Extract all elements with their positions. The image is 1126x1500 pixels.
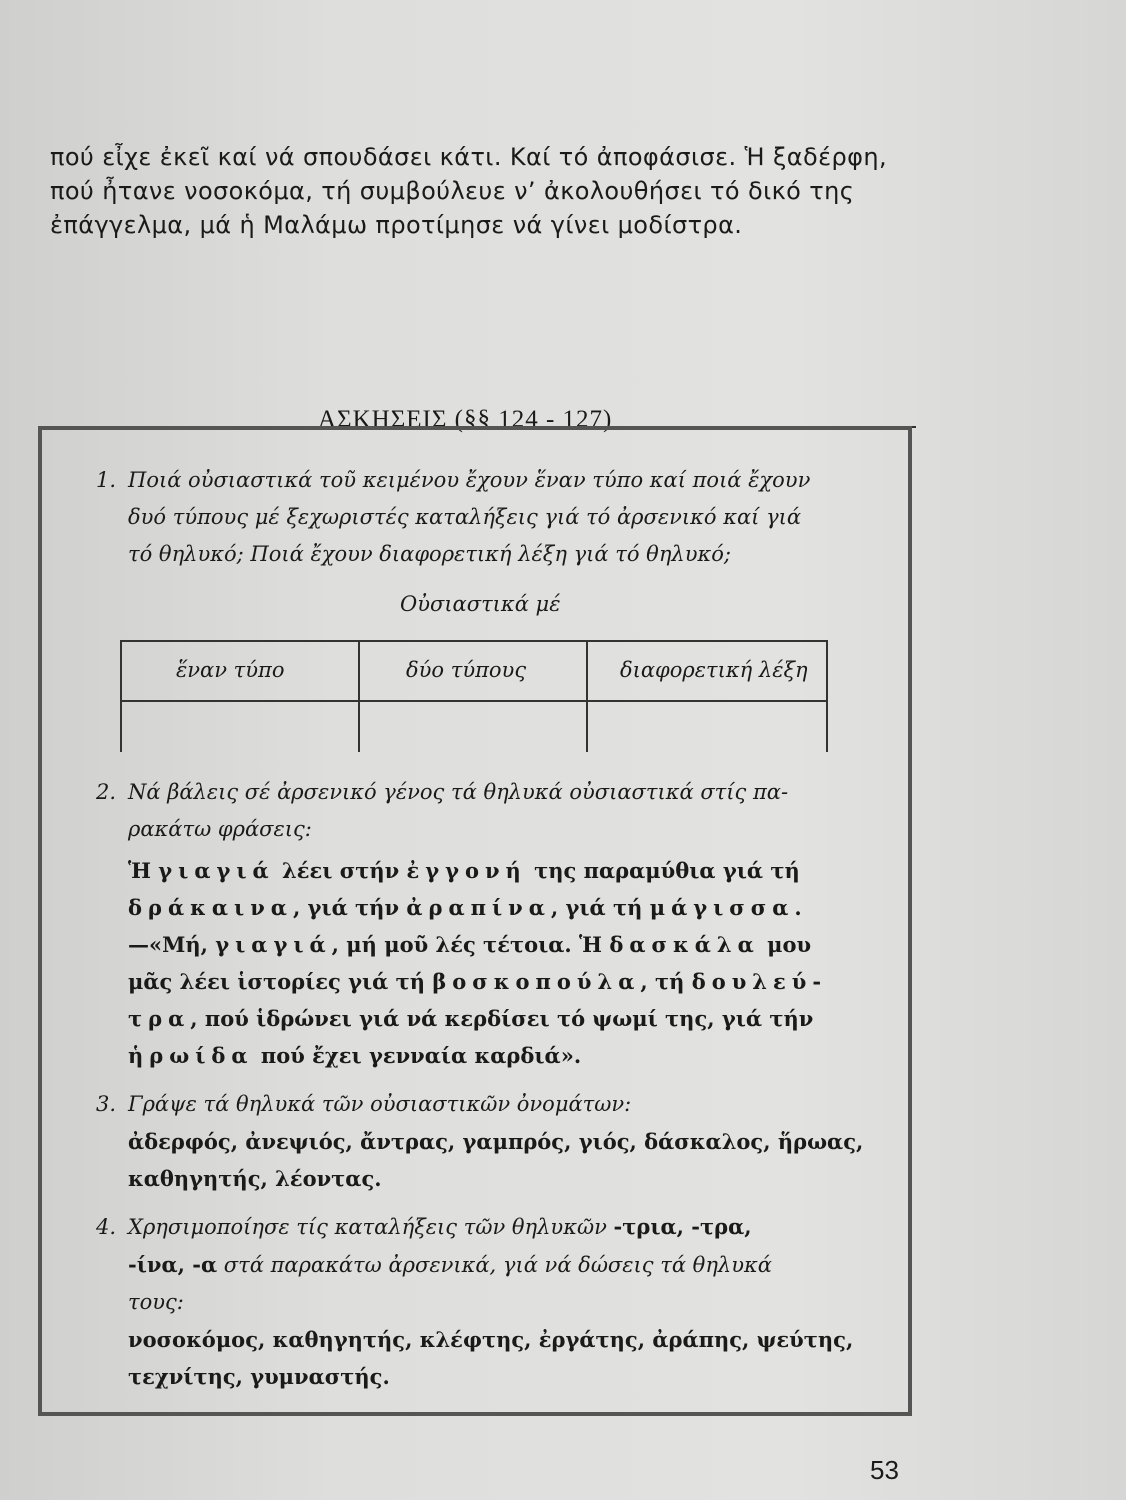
exercise-number: 4. [95,1215,116,1239]
exercises-title: ΑΣΚΗΣΕΙΣ (§§ 124 - 127) [318,406,613,433]
exercise-text: δυό τύπους μέ ξεχωριστές καταλήξεις γιά τό ἀρσενικό καί γιά [128,505,802,529]
exercise-text: ρακάτω φράσεις: [128,817,312,841]
exercise-passage-line: —«Μή, γιαγιά, μή μοῦ λές τέτοια. Ἡ δασκάλα μου [128,932,812,957]
exercise-2 [72,774,902,1074]
intro-line: ἐπάγγελμα, μά ἡ Μαλάμω προτίμησε νά γίνει μοδίστρα. [50,211,743,239]
exercise-passage-line: μᾶς λέει ἱστορίες γιά τή βοσκοπούλα, τή δουλεύ- [128,969,828,994]
column-header: ἕναν τύπο [176,658,285,682]
answer-table [120,640,828,752]
page-number: 53 [870,1455,899,1485]
column-header: διαφορετική λέξη [620,658,808,682]
exercise-3 [72,1086,902,1197]
exercise-number: 3. [95,1092,116,1116]
exercise-words: ἀδερφός, ἀνεψιός, ἄντρας, γαμπρός, γιός, δάσκαλος, ἥρωας, [128,1129,864,1154]
intro-line: πού εἶχε ἐκεῖ καί νά σπουδάσει κάτι. Καί τό ἀποφάσισε. Ἡ ξαδέρφη, [50,143,887,171]
exercise-words: τεχνίτης, γυμναστής. [128,1364,390,1389]
exercise-endings: -ίνα, -α [128,1252,218,1277]
exercise-4 [72,1208,902,1395]
exercise-1 [72,462,902,573]
exercise-text: Ποιά οὐσιαστικά τοῦ κειμένου ἔχουν ἕναν τύπο καί ποιά ἔχουν [128,468,811,492]
table-divider [586,642,588,752]
column-header: δύο τύπους [406,658,527,682]
intro-paragraph [50,140,950,242]
exercise-passage-line: ἡρωίδα πού ἔχει γενναία καρδιά». [128,1043,582,1068]
exercise-endings: -τρια, -τρα, [613,1214,752,1239]
exercise-words: καθηγητής, λέοντας. [128,1166,382,1191]
exercise-passage-line: δράκαινα, γιά τήν ἀραπίνα, γιά τή μάγισσα. [128,895,802,920]
table-header-rule [120,700,828,702]
exercise-text: Νά βάλεις σέ ἀρσενικό γένος τά θηλυκά οὐσιαστικά στίς πα- [128,780,789,804]
exercise-words: νοσοκόμος, καθηγητής, κλέφτης, ἐργάτης, ἀράπης, ψεύτης, [128,1327,854,1352]
exercise-text-line: -ίνα, -α στά παρακάτω ἀρσενικά, γιά νά δώσεις τά θηλυκά [128,1252,772,1277]
table-title: Οὐσιαστικά μέ [400,592,561,616]
exercise-text: τους: [128,1290,184,1314]
exercise-text: τό θηλυκό; Ποιά ἔχουν διαφορετική λέξη γιά τό θηλυκό; [128,542,731,566]
exercise-passage-line: τρα, πού ἱδρώνει γιά νά κερδίσει τό ψωμί της, γιά τήν [128,1006,814,1031]
exercise-text: Γράψε τά θηλυκά τῶν οὐσιαστικῶν ὀνομάτων: [128,1092,632,1116]
table-border-right [826,642,828,752]
exercise-number: 1. [95,468,116,492]
exercise-text: Χρησιμοποίησε τίς καταλήξεις τῶν θηλυκῶν [128,1215,614,1239]
table-divider [358,642,360,752]
exercise-number: 2. [95,780,116,804]
exercise-passage-line: Ἡ γιαγιά λέει στήν ἐγγονή της παραμύθια γιά τή [128,858,800,883]
intro-line: πού ἦτανε νοσοκόμα, τή συμβούλευε ν’ ἀκολουθήσει τό δικό της [50,177,855,205]
table-border-left [120,642,122,752]
